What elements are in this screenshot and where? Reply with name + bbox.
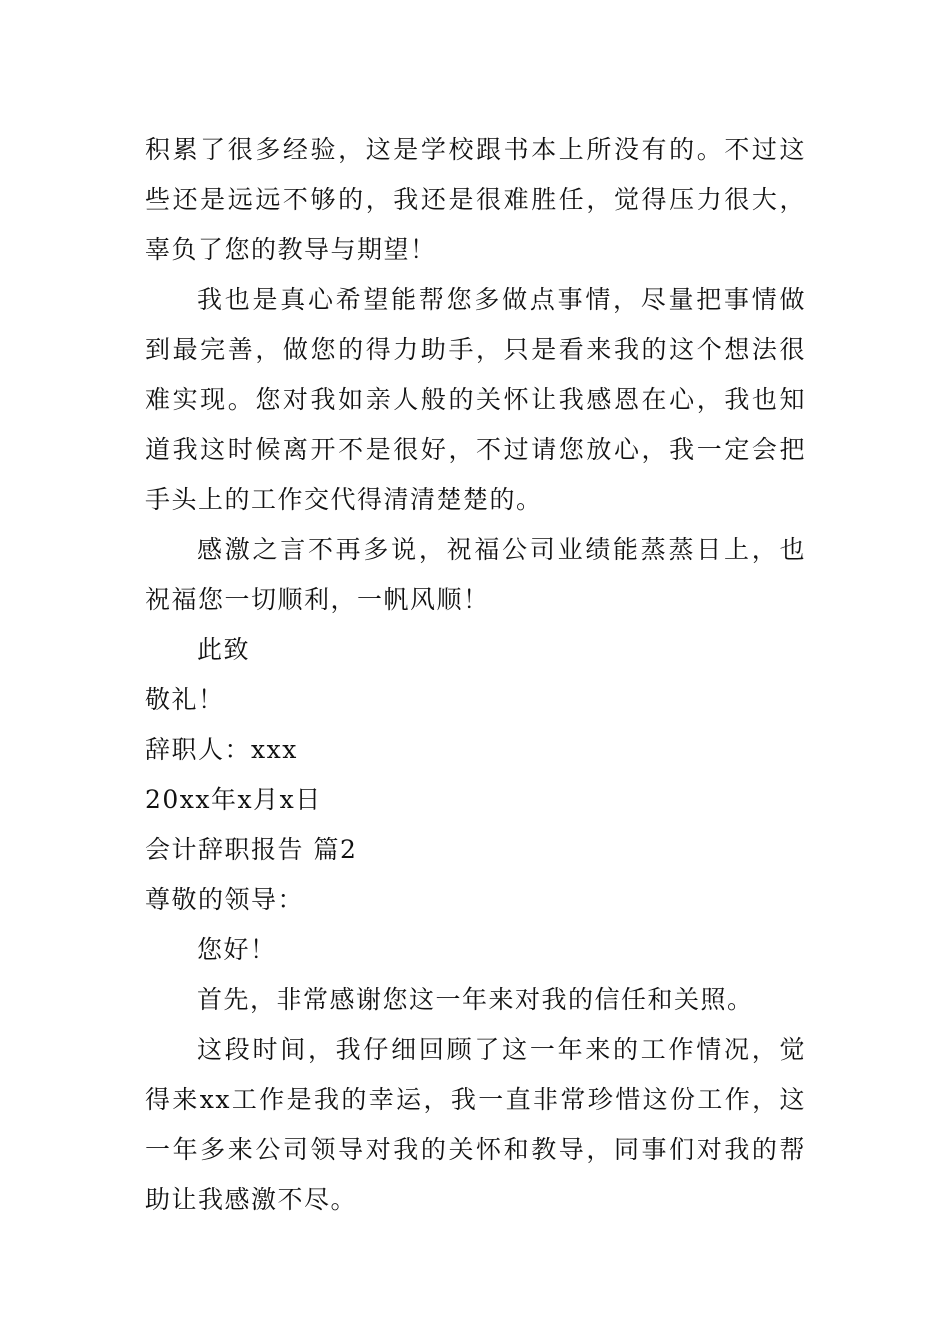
paragraph-1: 积累了很多经验，这是学校跟书本上所没有的。不过这些还是远远不够的，我还是很难胜任，觉得压力很大，辜负了您的教导与期望！ <box>145 135 806 264</box>
closing-regards: 敬礼！ <box>145 685 225 714</box>
paragraph-hello: 您好！ <box>197 935 277 964</box>
section-heading: 会计辞职报告 篇2 <box>145 835 358 864</box>
paragraph-review: 这段时间，我仔细回顾了这一年来的工作情况，觉得来xx工作是我的幸运，我一直非常珍惜这份工作，这一年多来公司领导对我的关怀和教导，同事们对我的帮助让我感激不尽。 <box>145 1035 806 1214</box>
greeting-line: 尊敬的领导： <box>145 885 305 914</box>
paragraph-2: 我也是真心希望能帮您多做点事情，尽量把事情做到最完善，做您的得力助手，只是看来我的这个想法很难实现。您对我如亲人般的关怀让我感恩在心，我也知道我这时候离开不是很好，不过请您放心，我一定会把手头上的工作交代得清清楚楚的。 <box>145 285 806 514</box>
closing-salutation: 此致 <box>197 635 251 664</box>
paragraph-3: 感激之言不再多说，祝福公司业绩能蒸蒸日上，也祝福您一切顺利，一帆风顺！ <box>145 535 806 614</box>
document-body <box>145 125 806 1225</box>
paragraph-thanks: 首先，非常感谢您这一年来对我的信任和关照。 <box>197 985 754 1014</box>
signer-line: 辞职人：xxx <box>145 735 298 764</box>
date-line: 20xx年x月x日 <box>145 785 322 814</box>
